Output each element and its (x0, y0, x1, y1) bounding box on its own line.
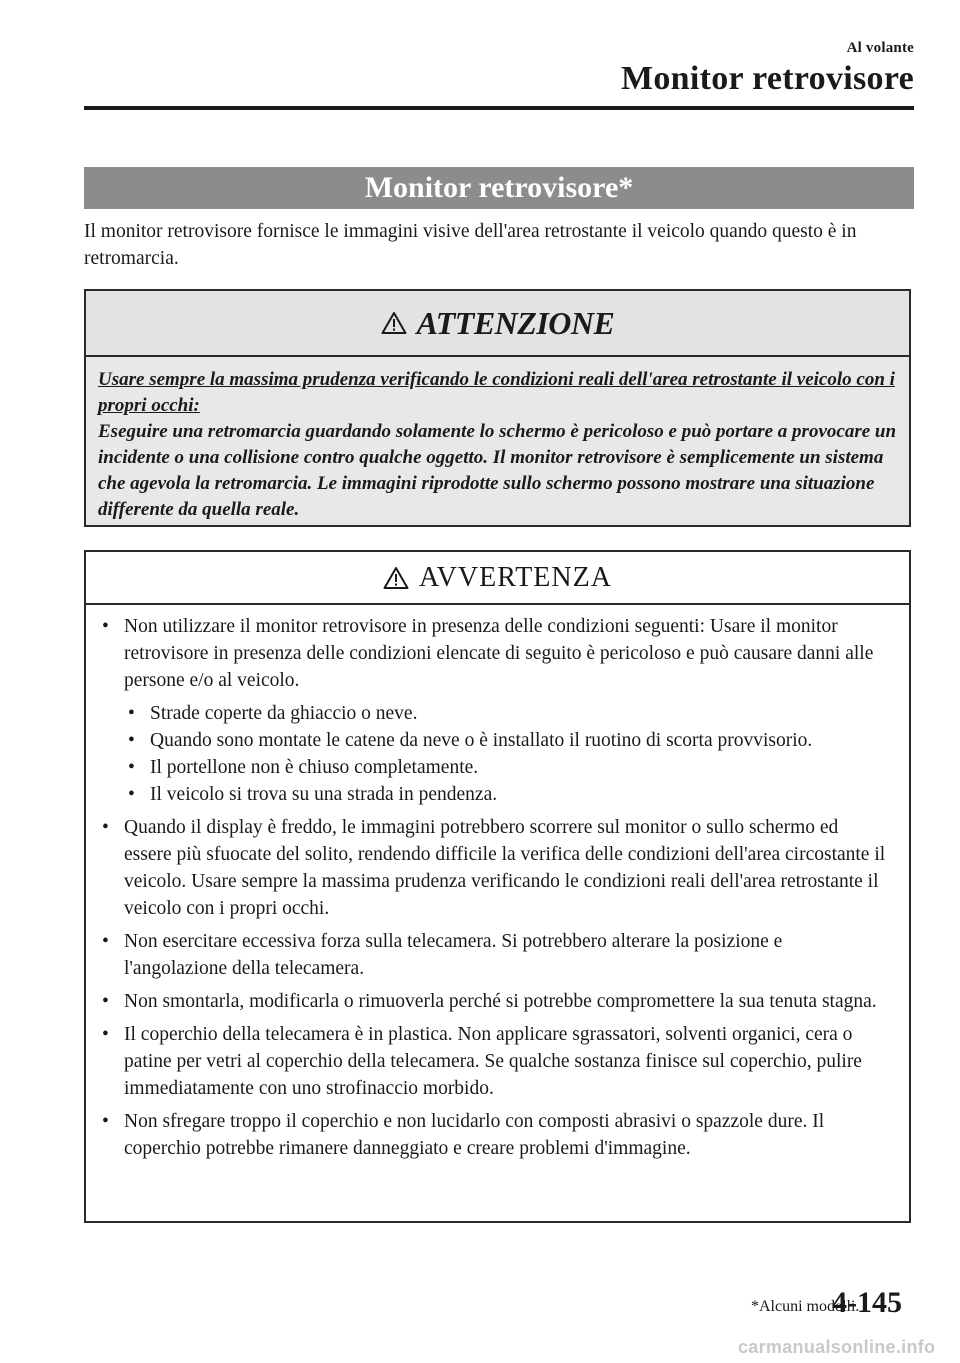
bullet-icon: • (102, 817, 109, 838)
sub-list-item-text: Quando sono montate le catene da neve o è installato il ruotino di scorta provvisorio. (150, 730, 813, 751)
sub-list-item (126, 754, 889, 781)
sub-bullet-icon: • (128, 703, 135, 724)
sub-list-item-text: Il portellone non è chiuso completamente. (150, 757, 479, 778)
warning-triangle-icon (383, 566, 409, 590)
footnote: *Alcuni modelli. (751, 1298, 860, 1315)
sub-list-item-text: Il veicolo si trova su una strada in pendenza. (150, 784, 498, 805)
attenzione-text: Eseguire una retromarcia guardando solamente lo schermo è pericoloso e può portare a provocare un incidente o una collisione contro qualche oggetto. Il monitor retrovisore è semplicemente un sistema che agevola la retromarcia. Le immagini riprodotte sullo schermo possono mostrare una situazione differente da quella reale. (98, 421, 897, 520)
section-title-bar: Monitor retrovisore* (84, 167, 914, 209)
list-item (102, 814, 889, 922)
warning-triangle-icon (381, 311, 407, 335)
sub-list (126, 700, 889, 808)
header-rule (84, 106, 914, 110)
attenzione-box (84, 289, 911, 527)
list-item (102, 613, 889, 694)
list-item-text: Non utilizzare il monitor retrovisore in presenza delle condizioni seguenti: Usare il monitor retrovisore in presenza delle condizioni elencate di seguito è pericoloso e può causare danni alle persone e/o al veicolo. (124, 616, 874, 691)
attenzione-title: ATTENZIONE (416, 304, 615, 341)
page-number: 4-145 (832, 1286, 902, 1319)
bullet-icon: • (102, 991, 109, 1012)
bullet-icon: • (102, 931, 109, 952)
list-item-text: Non smontarla, modificarla o rimuoverla perché si potrebbe compromettere la sua tenuta stagna. (124, 991, 877, 1012)
intro-paragraph: Il monitor retrovisore fornisce le immagini visive dell'area retrostante il veicolo quando questo è in retromarcia. (84, 221, 857, 269)
list-item-text: Quando il display è freddo, le immagini potrebbero scorrere sul monitor o sullo schermo ed essere più sfuocate del solito, rendendo difficile la verifica delle condizioni dell'area circostante il veicolo. Usare sempre la massima prudenza verificando le condizioni reali dell'area retrostante il veicolo con i propri occhi. (124, 817, 886, 919)
watermark-text: carmanualsonline.info (738, 1337, 936, 1357)
attenzione-header (86, 291, 909, 357)
attenzione-body (86, 357, 909, 523)
bullet-icon: • (102, 1024, 109, 1045)
list-item-text: Non esercitare eccessiva forza sulla telecamera. Si potrebbero alterare la posizione e l'angolazione della telecamera. (124, 931, 783, 979)
list-item-text: Il coperchio della telecamera è in plastica. Non applicare sgrassatori, solventi organici, cera o patine per vetri al coperchio della telecamera. Se qualche sostanza finisce sul coperchio, pulire immediatamente con uno strofinaccio morbido. (124, 1024, 862, 1099)
list-item-text: Non sfregare troppo il coperchio e non lucidarlo con composti abrasivi o spazzole dure. Il coperchio potrebbe rimanere danneggiato e creare problemi d'immagine. (124, 1111, 825, 1159)
sub-bullet-icon: • (128, 757, 135, 778)
attenzione-underlined-text: Usare sempre la massima prudenza verificando le condizioni reali dell'area retrostante il veicolo con i propri occhi: (98, 369, 895, 416)
sub-list-item (126, 727, 889, 754)
avvertenza-box (84, 550, 911, 1223)
sub-bullet-icon: • (128, 730, 135, 751)
sub-bullet-icon: • (128, 784, 135, 805)
sub-list-item-text: Strade coperte da ghiaccio o neve. (150, 703, 418, 724)
sub-list-item (126, 700, 889, 727)
list-item (102, 988, 889, 1015)
list-item (102, 928, 889, 982)
avvertenza-body (86, 605, 909, 1162)
bullet-icon: • (102, 1111, 109, 1132)
chapter-label: Al volante (846, 40, 914, 56)
list-item (102, 1108, 889, 1162)
bullet-icon: • (102, 616, 109, 637)
sub-list-item (126, 781, 889, 808)
list-item (102, 1021, 889, 1102)
avvertenza-title: AVVERTENZA (419, 561, 612, 593)
avvertenza-header (86, 552, 909, 605)
page-section-title: Monitor retrovisore (620, 60, 914, 97)
